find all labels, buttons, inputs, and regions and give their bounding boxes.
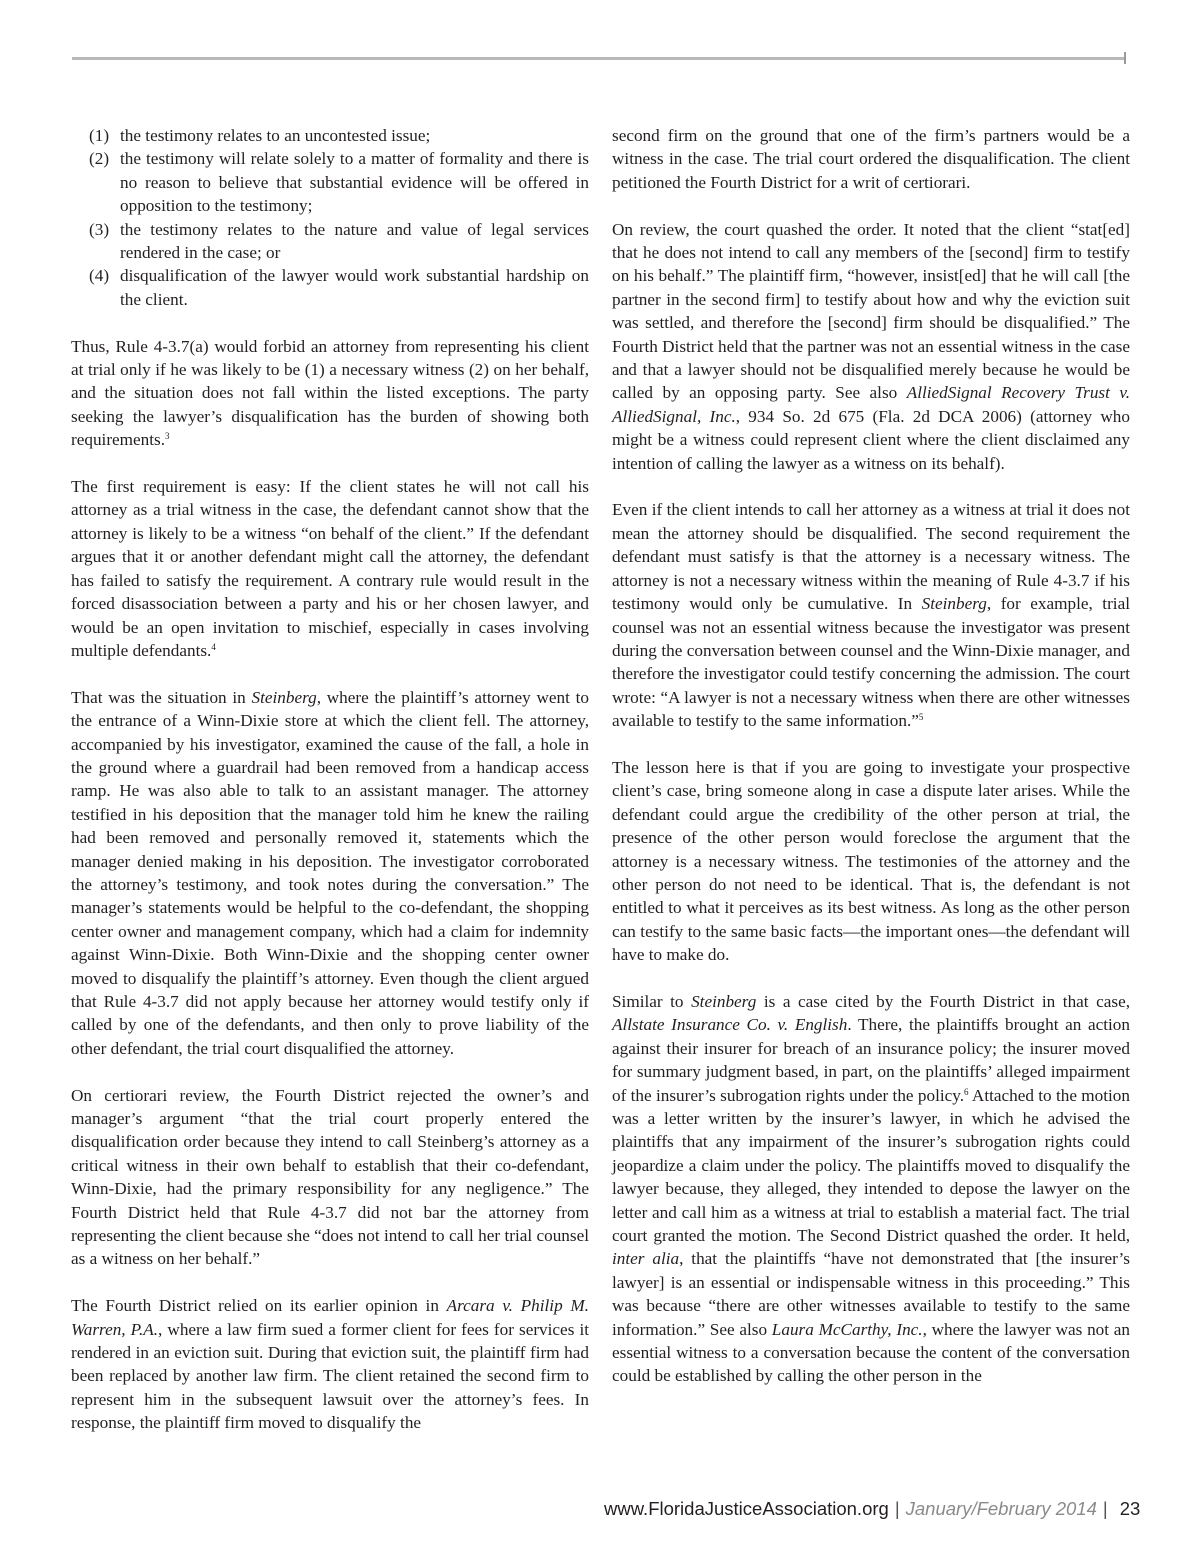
exception-item-2	[89, 147, 589, 217]
issue-date: January/February 2014	[905, 1498, 1097, 1519]
header-rule-end	[1124, 52, 1126, 64]
exception-number: (1)	[89, 126, 110, 145]
exception-text: the testimony relates to an uncontested issue;	[120, 126, 431, 145]
left-column	[71, 124, 589, 1435]
case-name: Steinberg	[251, 687, 317, 707]
case-name: Arcara v. Philip M. Warren, P.A.	[71, 1296, 589, 1339]
paragraph-certiorari-review: On certiorari review, the Fourth District rejected the owner’s and manager’s argument “that the trial court properly entered the disqualification order because they intend to call Steinberg’s attorney as a critical witness in their own behalf to establish that their co-defendant, Winn-Dixie, had the primary responsibility for any negligence.” The Fourth District held that Rule 4-3.7 did not bar the attorney from representing the client because she “does not intend to call her trial counsel as a witness on her behalf.”	[71, 1085, 589, 1269]
website-link[interactable]: www.FloridaJusticeAssociation.org	[604, 1498, 889, 1519]
paragraph-allstate: Similar to Steinberg is a case cited by the Fourth District in that case, Allstate Insurance Co. v. English. There, the plaintiffs brought an action against their insurer for breach of an insurance policy; the insurer moved for summary judgment based, in part, on the plaintiffs’ alleged impairment of the insurer’s subrogation rights under the policy.$^6$ Attached to the motion was a letter written by the insurer’s lawyer, in which he advised the plaintiffs that any impairment of the insurer’s subrogation rights could jeopardize a claim under the policy. The plaintiffs moved to disqualify the lawyer because, they alleged, they intended to depose the lawyer on the letter and call him as a witness at trial to establish a material fact. The trial court granted the motion. The Second District quashed the order. It held, inter alia, that the plaintiffs “have not demonstrated that [the insurer’s lawyer] is an essential or indispensable witness in this proceeding.” This was because “there are other witnesses available to testify to the same information.” See also Laura McCarthy, Inc., where the lawyer was not an essential witness to a conversation because the content of the conversation could be established by calling the other person in the	[612, 991, 1130, 1386]
paragraph-first-requirement: The first requirement is easy: If the client states he will not call his attorney as a trial witness in the case, the defendant cannot show that the attorney is likely to be a witness “on behalf of the client.” If the defendant argues that it or another defendant might call the attorney, the defendant has failed to satisfy the requirement. A contrary rule would result in the forced disassociation between a party and his or her chosen lawyer, and would be an open invitation to mischief, especially in cases involving multiple defendants.$^4$	[71, 477, 589, 660]
header-rule	[72, 57, 1126, 60]
case-name: Steinberg	[921, 594, 987, 614]
paragraph-arcara: The Fourth District relied on its earlier opinion in Arcara v. Philip M. Warren, P.A., where a law firm sued a former client for fees for services it rendered in an eviction suit. During that eviction suit, the plaintiff firm had been replaced by another law firm. The client retained the second firm to represent him in the subsequent lawsuit over the attorney’s fees. In response, the plaintiff firm moved to disqualify the	[71, 1296, 589, 1433]
page-number: 23	[1119, 1498, 1141, 1519]
paragraph-on-review: On review, the court quashed the order. It noted that the client “stat[ed] that he does not intend to call any members of the [second] firm to testify on his behalf.” The plaintiff firm, “however, insist[ed] that he will call [the partner in the second firm] to testify about how and why the eviction suit was settled, and therefore the [second] firm should be disqualified.” The Fourth District held that the partner was not an essential witness in the case and that a lawyer should not be disqualified merely because he would be called by an opposing party. See also AlliedSignal Recovery Trust v. AlliedSignal, Inc., 934 So. 2d 675 (Fla. 2d DCA 2006) (attorney who might be a witness could represent client where the client disclaimed any intention of calling the lawyer as a witness on its behalf).	[612, 219, 1130, 473]
exception-number: (3)	[89, 219, 110, 239]
footer-separator: |	[1102, 1498, 1108, 1519]
page-footer	[604, 1497, 1141, 1521]
case-name: AlliedSignal Recovery Trust v. AlliedSignal, Inc.	[612, 383, 1130, 426]
exception-number: (2)	[89, 149, 110, 169]
paragraph-lesson: The lesson here is that if you are going to investigate your prospective client’s case, bring someone along in case a dispute later arises. While the defendant could argue the credibility of the other person at trial, the presence of the other person would foreclose the argument that the attorney is a necessary witness. The testimonies of the attorney and the other person do not need to be identical. That is, the defendant is not entitled to what it perceives as its best witness. As long as the other person can testify to the same basic facts—the important ones—the defendant will have to make do.	[612, 757, 1130, 965]
footnote-ref-5: 5	[918, 712, 924, 723]
footnote-ref-3: 3	[165, 431, 170, 442]
right-column	[612, 124, 1130, 1388]
exception-item-1	[89, 124, 589, 147]
footer-separator: |	[894, 1498, 900, 1519]
case-name: Steinberg	[691, 991, 757, 1011]
footnote-ref-6: 6	[964, 1086, 969, 1097]
latin-phrase: inter alia	[612, 1249, 680, 1269]
exception-number: (4)	[89, 266, 110, 286]
paragraph-second-firm: second firm on the ground that one of the firm’s partners would be a witness in the case. The trial court ordered the disqualification. The client petitioned the Fourth District for a writ of certiorari.	[612, 126, 1130, 192]
paragraph-rule-requirements: Thus, Rule 4-3.7(a) would forbid an attorney from representing his client at trial only if he was likely to be (1) a necessary witness (2) on her behalf, and the situation does not fall within the listed exceptions. The party seeking the lawyer’s disqualification has the burden of showing both requirements.$^3$	[71, 336, 589, 450]
case-name: Allstate Insurance Co. v. English	[612, 1015, 848, 1035]
paragraph-steinberg-facts: That was the situation in Steinberg, where the plaintiff’s attorney went to the entrance of a Winn-Dixie store at which the client fell. The attorney, accompanied by his investigator, examined the cause of the fall, a hole in the ground where a guardrail had been removed from a handicap access ramp. He was also able to talk to an assistant manager. The attorney testified in his deposition that the manager told him he knew the railing had been removed and personally removed it, statements which the manager denied making in his deposition. The investigator corroborated the attorney’s testimony, and took notes during the conversation.” The manager’s statements would be helpful to the co-defendant, the shopping center owner and management company, which had a claim for indemnity against Winn-Dixie. Both Winn-Dixie and the shopping center owner moved to disqualify the plaintiff’s attorney. Even though the client argued that Rule 4-3.7 did not apply because her attorney would testify only if called by one of the defendants, and then only to prove liability of the other defendant, the trial court disqualified the attorney.	[71, 687, 590, 1058]
exception-text: disqualification of the lawyer would work substantial hardship on the client.	[120, 266, 589, 309]
exception-text: the testimony relates to the nature and value of legal services rendered in the case; or	[120, 219, 589, 263]
exception-item-3	[89, 218, 589, 265]
paragraph-necessary-witness: Even if the client intends to call her attorney as a witness at trial it does not mean the attorney should be disqualified. The second requirement the defendant must satisfy is that the attorney is a necessary witness. The attorney is not a necessary witness within the meaning of Rule 4-3.7 if his testimony would only be cumulative. In Steinberg, for example, trial counsel was not an essential witness because the investigator was present during the conversation between counsel and the Winn-Dixie manager, and therefore the investigator could testify concerning the admission. The court wrote: “A lawyer is not a necessary witness when there are other witnesses available to testify to the same information.”$^5$	[612, 500, 1130, 731]
exceptions-list	[71, 124, 589, 311]
footnote-ref-4: 4	[211, 641, 216, 652]
case-name: Laura McCarthy, Inc.	[771, 1319, 923, 1339]
exception-text: the testimony will relate solely to a matter of formality and there is no reason to believe that substantial evidence will be offered in opposition to the testimony;	[120, 149, 589, 216]
exception-item-4	[89, 264, 589, 311]
